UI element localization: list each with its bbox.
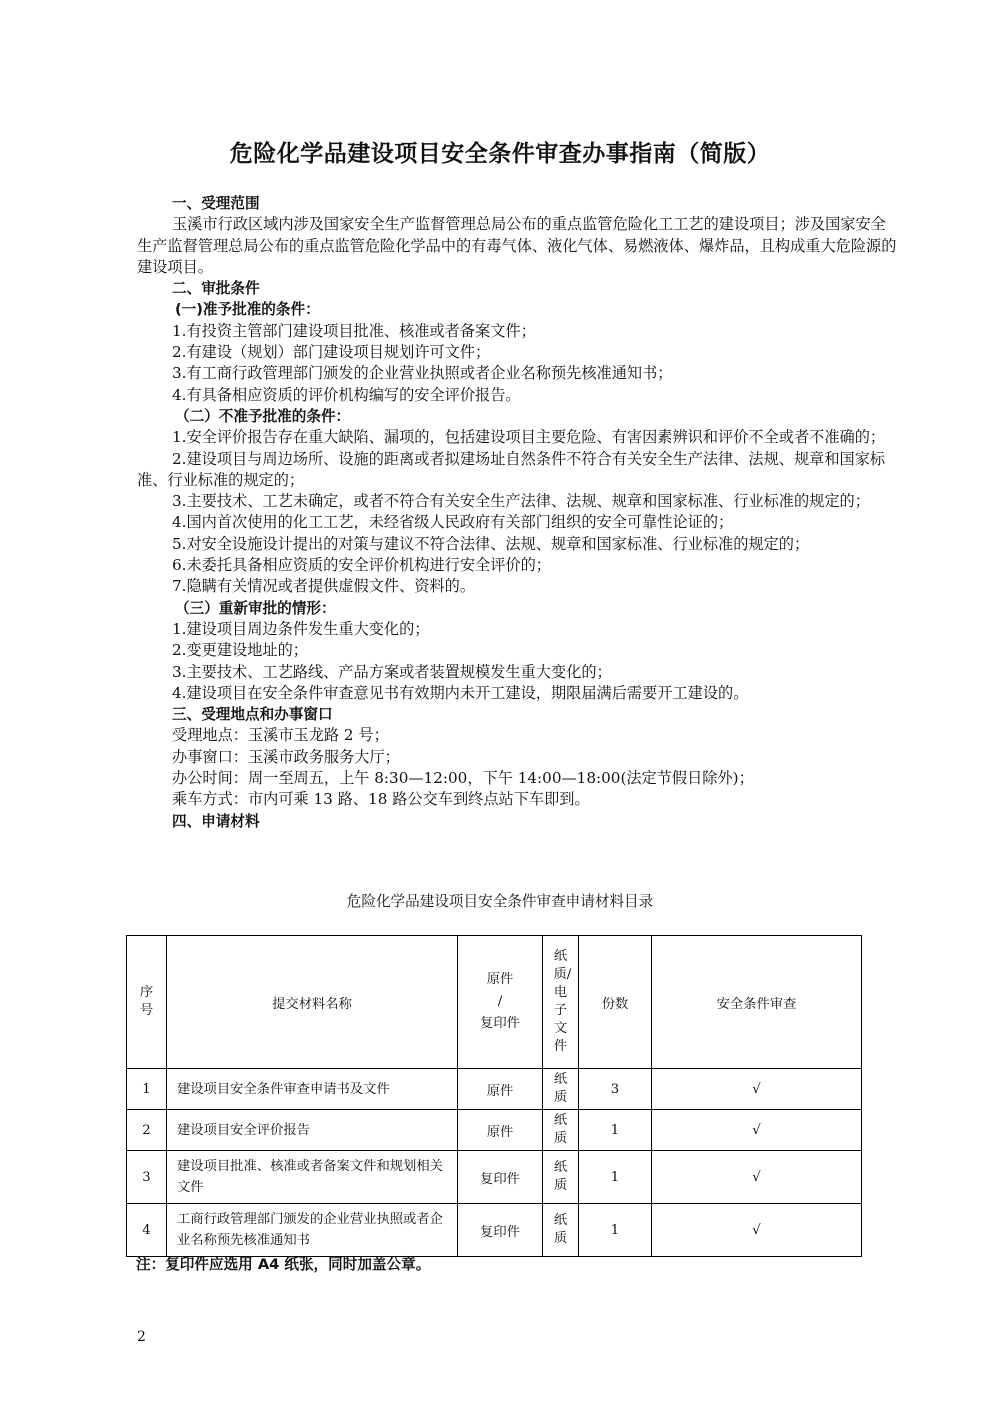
section-heading: 四、申请材料: [172, 812, 260, 830]
row-seq: 1: [127, 1069, 167, 1110]
table-row: [127, 1069, 862, 1110]
paragraph: 4.建设项目在安全条件审查意见书有效期内未开工建设，期限届满后需要开工建设的。: [172, 683, 749, 702]
row-count: 1: [579, 1151, 652, 1204]
section-heading: 二、审批条件: [172, 280, 260, 298]
row-review: √: [652, 1069, 862, 1110]
row-review: √: [652, 1110, 862, 1151]
subsection-heading: (一)准予批准的条件：: [175, 301, 320, 319]
row-name: 建设项目安全条件审查申请书及文件: [167, 1069, 458, 1110]
row-name: 建设项目批准、核准或者备案文件和规划相关文件: [167, 1151, 458, 1204]
table-header-row: [127, 936, 862, 1069]
row-count: 1: [579, 1110, 652, 1151]
materials-table: [126, 935, 862, 1257]
paragraph: 2.建设项目与周边场所、设施的距离或者拟建场址自然条件不符合有关安全生产法律、法规、规章和国家标准、行业标准的规定的；: [137, 449, 886, 489]
table-row: [127, 1110, 862, 1151]
paragraph: 2.有建设（规划）部门建设项目规划许可文件；: [172, 343, 491, 362]
paragraph: 5.对安全设施设计提出的对策与建议不符合法律、法规、规章和国家标准、行业标准的规定的；: [172, 534, 810, 553]
row-seq: 4: [127, 1204, 167, 1257]
row-paper: 纸质: [543, 1204, 579, 1257]
row-name: 建设项目安全评价报告: [167, 1110, 458, 1151]
subsection-heading: （三）重新审批的情形：: [175, 599, 336, 617]
paragraph: 1.建设项目周边条件发生重大变化的；: [172, 619, 430, 638]
paragraph: 办公时间：周一至周五，上午 8:30—12:00，下午 14:00—18:00(法定节假日除外)；: [172, 769, 754, 788]
row-count: 1: [579, 1204, 652, 1257]
row-orig: 复印件: [458, 1204, 543, 1257]
paragraph: 2.变更建设地址的；: [172, 641, 308, 660]
paragraph: 4.国内首次使用的化工工艺，未经省级人民政府有关部门组织的安全可靠性论证的；: [172, 513, 734, 532]
row-seq: 2: [127, 1110, 167, 1151]
section-heading: 一、受理范围: [172, 195, 260, 212]
row-paper: 纸质: [543, 1069, 579, 1110]
row-orig: 原件: [458, 1069, 543, 1110]
row-review: √: [652, 1204, 862, 1257]
paragraph: 办事窗口：玉溪市政务服务大厅；: [172, 747, 400, 766]
subsection-heading: （二）不准予批准的条件：: [175, 407, 351, 425]
table-title: 危险化学品建设项目安全条件审查申请材料目录: [346, 893, 654, 910]
table-row: [127, 1151, 862, 1204]
paragraph: 受理地点：玉溪市玉龙路 2 号；: [172, 726, 389, 745]
paragraph: 3.主要技术、工艺路线、产品方案或者装置规模发生重大变化的；: [172, 662, 612, 681]
row-paper: 纸质: [543, 1151, 579, 1204]
paragraph: 3.主要技术、工艺未确定，或者不符合有关安全生产法律、法规、规章和国家标准、行业标准的规定的；: [172, 492, 870, 511]
header-review: 安全条件审查: [652, 936, 862, 1069]
page-number: 2: [137, 1329, 146, 1345]
paragraph: 3.有工商行政管理部门颁发的企业营业执照或者企业名称预先核准通知书；: [172, 364, 673, 383]
document-title: 危险化学品建设项目安全条件审查办事指南（简版）: [229, 141, 771, 167]
paragraph: 玉溪市行政区域内涉及国家安全生产监督管理总局公布的重点监管危险化工工艺的建设项目；涉及国家安全生产监督管理总局公布的重点监管危险化学品中的有毒气体、液化气体、易燃液体、爆炸品，且构成重大危险源的建设项目。: [137, 215, 897, 276]
row-paper: 纸质: [543, 1110, 579, 1151]
row-seq: 3: [127, 1151, 167, 1204]
header-orig-text: 原件 / 复印件: [480, 972, 520, 1031]
table-row: [127, 1204, 862, 1257]
row-name: 工商行政管理部门颁发的企业营业执照或者企业名称预先核准通知书: [167, 1204, 458, 1257]
paragraph: 1.有投资主管部门建设项目批准、核准或者备案文件；: [172, 321, 536, 340]
row-review: √: [652, 1151, 862, 1204]
header-paper: 纸质/电子文件: [543, 936, 579, 1069]
paragraph: 乘车方式：市内可乘 13 路、18 路公交车到终点站下车即到。: [172, 790, 590, 809]
paragraph: 6.未委托具备相应资质的安全评价机构进行安全评价的；: [172, 556, 551, 575]
paragraph: 4.有具备相应资质的评价机构编写的安全评价报告。: [172, 385, 521, 404]
row-count: 3: [579, 1069, 652, 1110]
header-orig: [458, 936, 543, 1069]
paragraph: 7.隐瞒有关情况或者提供虚假文件、资料的。: [172, 577, 476, 596]
footnote: 注：复印件应选用 A4 纸张，同时加盖公章。: [136, 1256, 431, 1273]
header-count: 份数: [579, 936, 652, 1069]
section-heading: 三、受理地点和办事窗口: [172, 706, 333, 724]
document-body: [137, 193, 897, 832]
header-name: 提交材料名称: [167, 936, 458, 1069]
header-seq: 序号: [127, 936, 167, 1069]
row-orig: 原件: [458, 1110, 543, 1151]
paragraph: 1.安全评价报告存在重大缺陷、漏项的，包括建设项目主要危险、有害因素辨识和评价不全或者不准确的；: [172, 428, 886, 447]
row-orig: 复印件: [458, 1151, 543, 1204]
